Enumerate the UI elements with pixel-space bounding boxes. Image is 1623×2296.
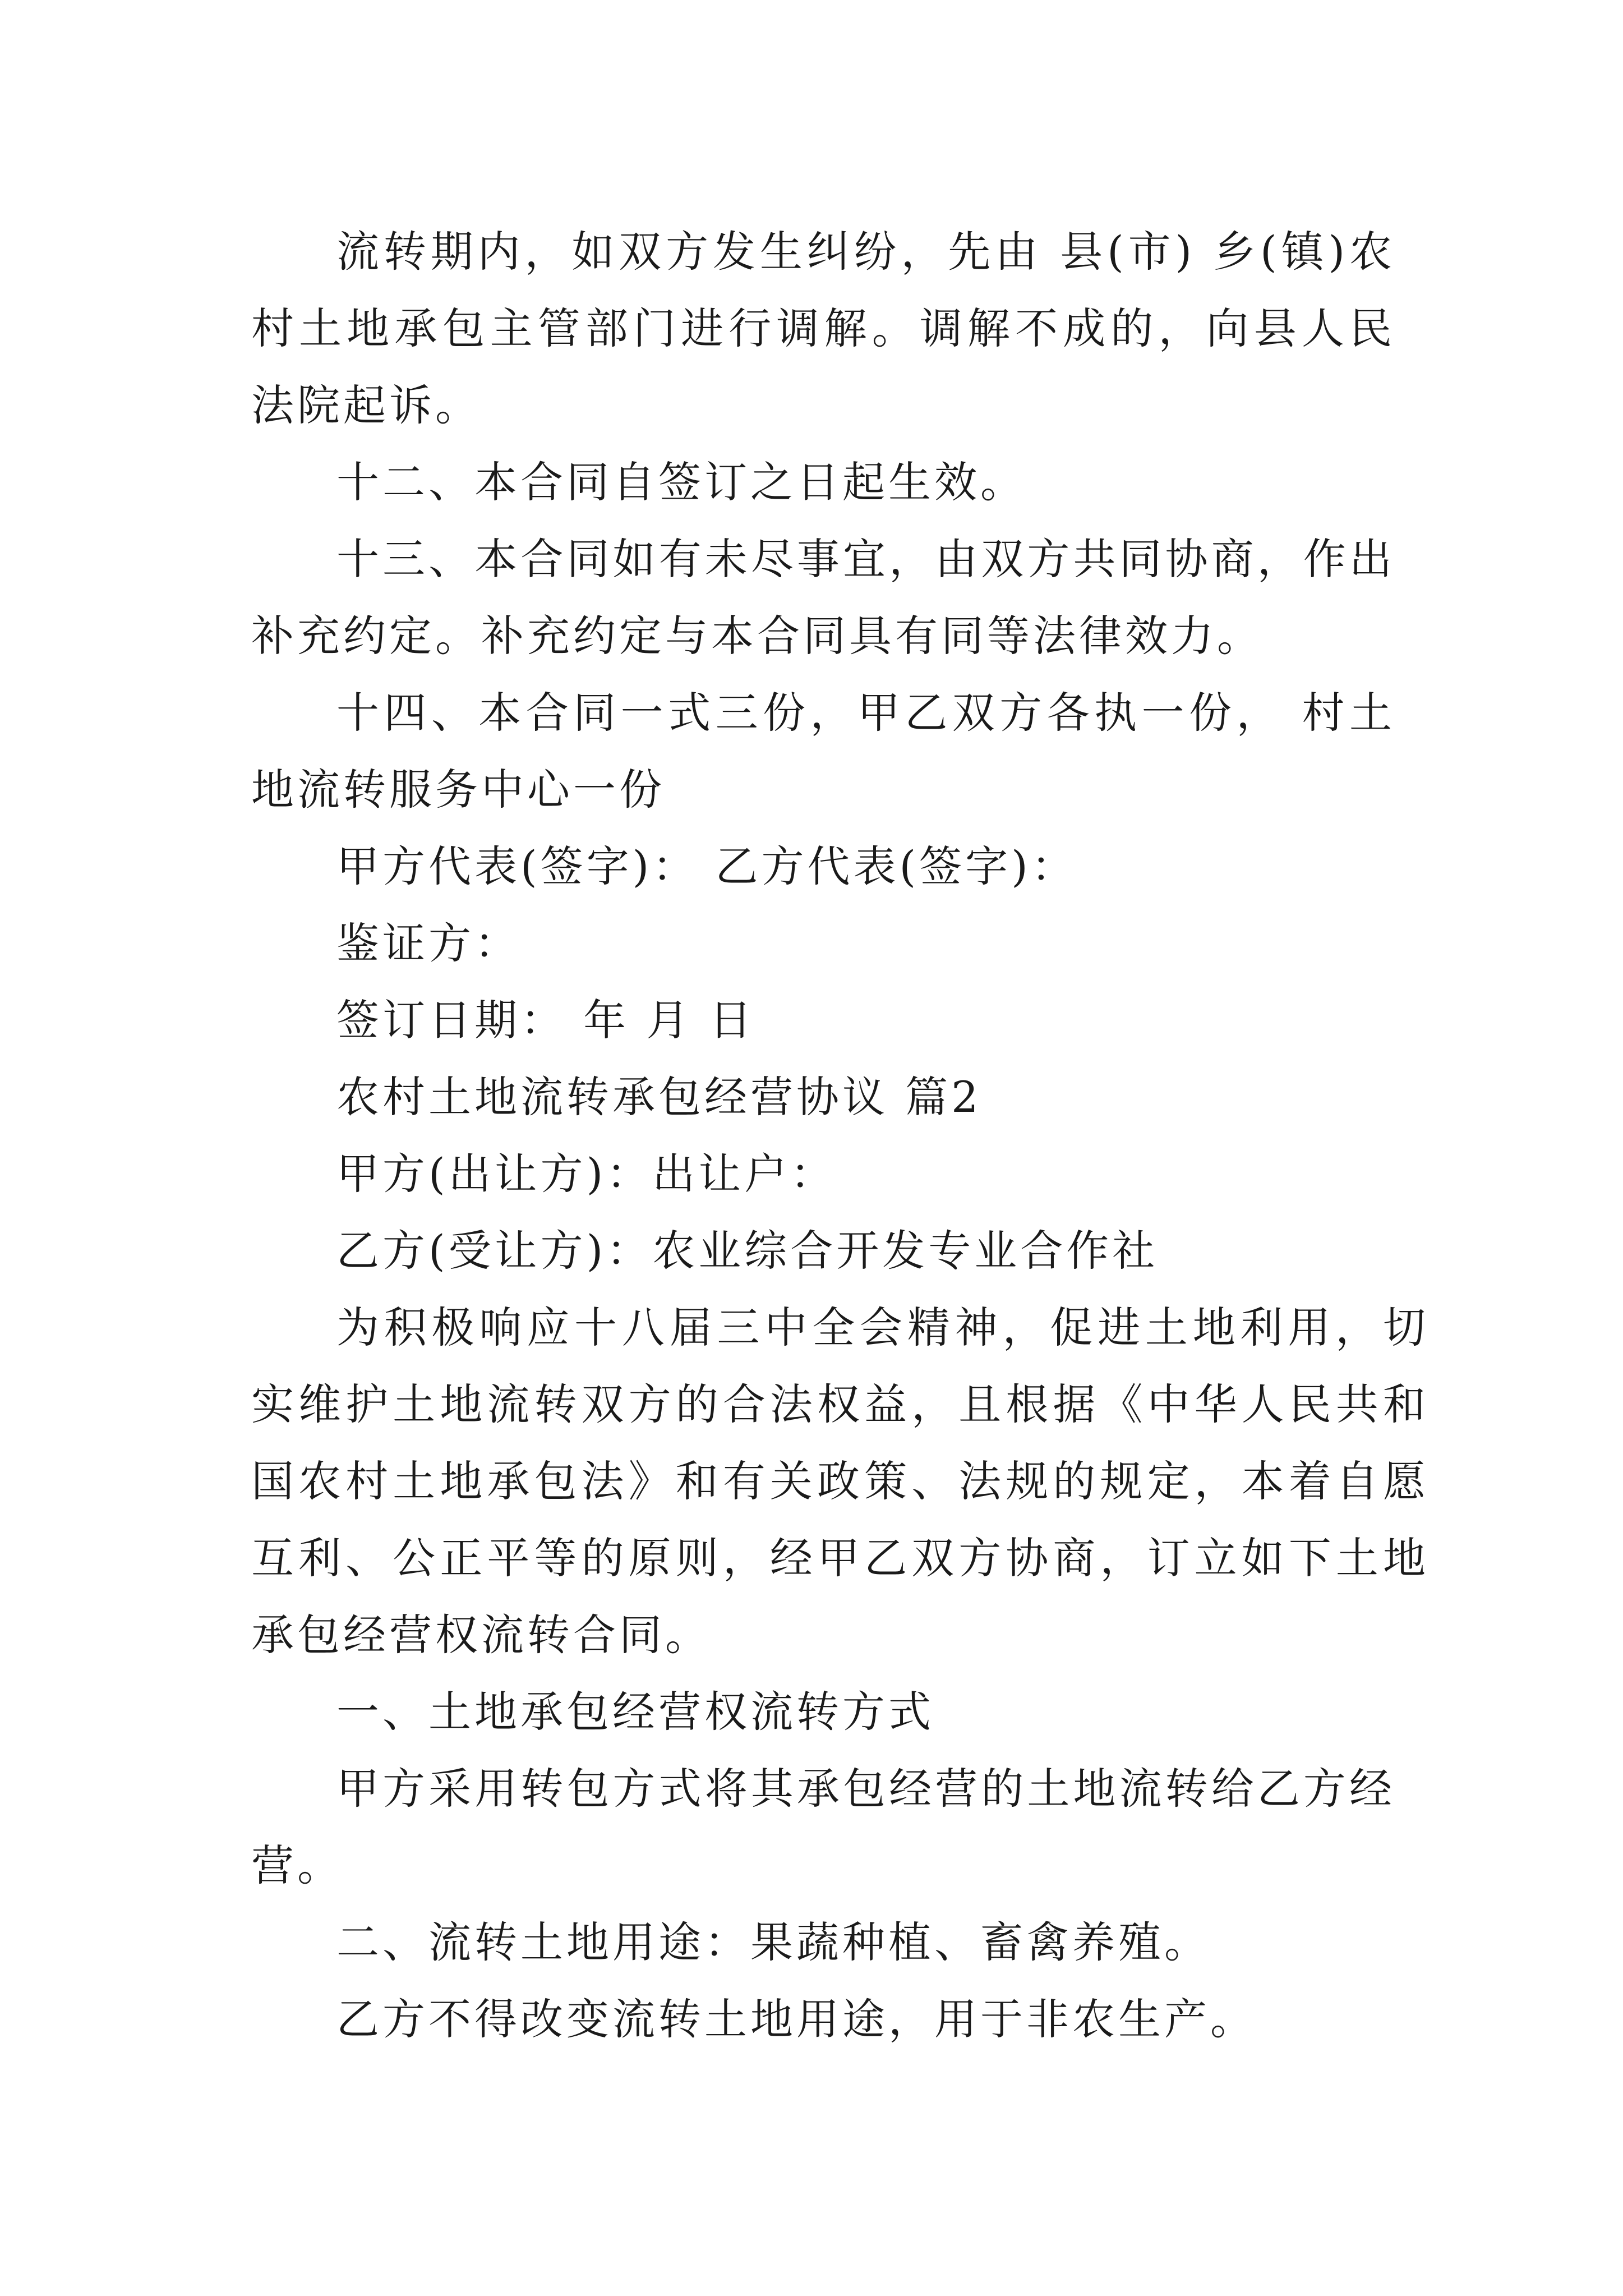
section-heading-transfer-method: 一、土地承包经营权流转方式 [336, 1687, 934, 1737]
section-heading-land-use: 二、流转土地用途：果蔬种植、畜禽养殖。 [336, 1917, 1210, 1967]
paragraph-land-use-restriction: 乙方不得改变流转土地用途，用于非农生产。 [336, 1994, 1256, 2044]
paragraph-clause-12: 十二、本合同自签订之日起生效。 [336, 457, 1026, 507]
party-a-line: 甲方(出让方)：出让户： [336, 1149, 837, 1199]
paragraph-clause-14: 十四、本合同一式三份，甲乙双方各执一份， 村土地流转服务中心一份 [251, 688, 1395, 815]
paragraph-transfer-method: 甲方采用转包方式将其承包经营的土地流转给乙方经营。 [251, 1764, 1395, 1890]
agreement-title-part-2: 农村土地流转承包经营协议 篇2 [336, 1072, 982, 1122]
paragraph-clause-13: 十三、本合同如有未尽事宜，由双方共同协商，作出补充约定。补充约定与本合同具有同等法律效力。 [251, 534, 1395, 661]
signature-line-witness: 鉴证方： [336, 918, 520, 968]
paragraph-dispute-resolution: 流转期内，如双方发生纠纷，先由 县(市) 乡(镇)农村土地承包主管部门进行调解。调解不成的，向县人民法院起诉。 [251, 227, 1395, 430]
signing-date-line: 签订日期： 年 月 日 [336, 995, 755, 1045]
signature-line-parties: 甲方代表(签字)： 乙方代表(签字)： [336, 841, 1077, 891]
document-body [251, 213, 1429, 2058]
paragraph-preamble: 为积极响应十八届三中全会精神，促进土地利用，切实维护土地流转双方的合法权益，且根据《中华人民共和国农村土地承包法》和有关政策、法规的规定，本着自愿互利、公正平等的原则，经甲乙双方协商，订立如下土地承包经营权流转合同。 [251, 1303, 1429, 1660]
party-b-line: 乙方(受让方)：农业综合开发专业合作社 [336, 1226, 1159, 1276]
